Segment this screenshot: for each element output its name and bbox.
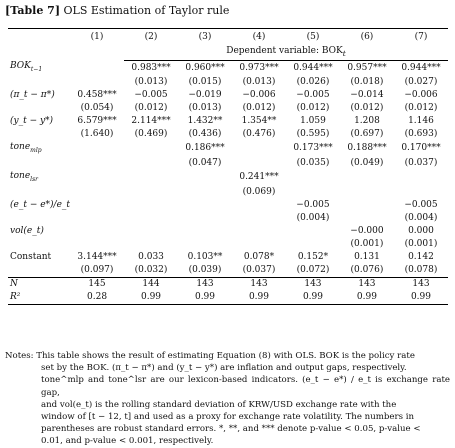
coefficient-cell [178, 225, 232, 238]
statistic-cell: 0.28 [70, 291, 124, 305]
standard-error-cell: (0.012) [350, 103, 384, 114]
row-label-empty [8, 102, 70, 115]
standard-error-cell [124, 186, 178, 199]
statistic-cell: 143 [286, 277, 340, 291]
coefficient-cell: 1.059 [300, 116, 326, 127]
coefficient-row [8, 115, 448, 128]
row-label [8, 170, 70, 186]
coefficient-cell [394, 170, 448, 186]
coefficient-row [8, 170, 448, 186]
coefficient-cell [232, 225, 286, 238]
row-label-text: BOK [10, 61, 31, 72]
row-label-empty [8, 264, 70, 278]
standard-error-cell: (0.015) [188, 77, 222, 88]
statistic-cell: 143 [232, 277, 286, 291]
standard-error-cell: (0.018) [350, 77, 384, 88]
standard-error-cell: (0.012) [134, 103, 168, 114]
coefficient-cell: −0.005 [134, 90, 168, 101]
coefficient-row [8, 141, 448, 157]
statistic-label: R² [8, 291, 70, 305]
coefficient-cell: 1.208 [354, 116, 380, 127]
row-label-text: (y_t − y*) [10, 116, 54, 127]
table-notes [5, 350, 450, 448]
standard-error-cell [124, 212, 178, 225]
coefficient-cell: 0.983*** [131, 62, 171, 73]
coefficient-cell: 1.354** [241, 116, 277, 127]
statistic-cell: 0.99 [394, 291, 448, 305]
coefficient-cell: 2.114*** [131, 116, 171, 127]
table-number: [Table 7] [5, 4, 61, 17]
standard-error-cell [178, 212, 232, 225]
dependent-subscript: t [342, 48, 346, 58]
coefficient-cell: 0.973*** [239, 62, 279, 73]
statistic-cell: 143 [178, 277, 232, 291]
coefficient-cell: 0.186*** [185, 143, 225, 154]
coefficient-cell [70, 199, 124, 212]
row-label-empty [8, 238, 70, 251]
coefficient-cell: 0.944*** [293, 62, 333, 73]
coefficient-cell: 1.432** [187, 116, 223, 127]
statistic-label: N [8, 277, 70, 291]
coefficient-cell [340, 170, 394, 186]
standard-error-row [8, 186, 448, 199]
dependent-variable-label [124, 45, 448, 60]
coefficient-cell: −0.006 [404, 90, 438, 101]
standard-error-row [8, 102, 448, 115]
standard-error-cell [178, 238, 232, 251]
coefficient-cell [70, 60, 124, 76]
column-header: (7) [394, 29, 448, 46]
standard-error-cell [178, 186, 232, 199]
coefficient-cell: 3.144*** [77, 251, 117, 262]
statistic-cell: 0.99 [232, 291, 286, 305]
standard-error-cell [232, 157, 286, 170]
standard-error-cell: (0.078) [404, 264, 438, 275]
standard-error-cell: (0.069) [242, 186, 276, 197]
standard-error-cell: (0.054) [80, 103, 114, 114]
coefficient-cell: 0.103** [187, 251, 223, 262]
coefficient-cell: 0.170*** [401, 143, 441, 154]
standard-error-cell: (0.049) [350, 157, 384, 168]
coefficient-cell: −0.019 [188, 90, 222, 101]
standard-error-cell: (0.436) [188, 129, 222, 140]
coefficient-cell: 0.078* [243, 251, 275, 262]
row-label-empty [8, 157, 70, 170]
column-header: (1) [70, 29, 124, 46]
row-label [8, 115, 70, 128]
coefficient-cell: 0.944*** [401, 62, 441, 73]
coefficient-cell: −0.014 [350, 90, 384, 101]
coefficient-cell [70, 170, 124, 186]
coefficient-cell [124, 225, 178, 238]
standard-error-row [8, 76, 448, 89]
row-label-subscript: mlp [30, 146, 42, 154]
standard-error-cell: (0.013) [242, 77, 276, 88]
coefficient-cell [286, 225, 340, 238]
coefficient-cell: 6.579*** [77, 116, 117, 127]
coefficient-cell [124, 170, 178, 186]
coefficient-cell: 0.152* [297, 251, 329, 262]
standard-error-row [8, 238, 448, 251]
row-label [8, 141, 70, 157]
standard-error-cell: (0.469) [134, 129, 168, 140]
standard-error-cell: (0.012) [242, 103, 276, 114]
dependent-text: Dependent variable: BOK [226, 46, 343, 56]
coefficient-row [8, 199, 448, 212]
statistic-cell: 0.99 [178, 291, 232, 305]
statistic-cell: 143 [340, 277, 394, 291]
coefficient-cell: 0.131 [354, 251, 380, 262]
standard-error-cell: (0.039) [188, 264, 222, 275]
standard-error-cell [70, 157, 124, 170]
coefficient-cell: 1.146 [408, 116, 434, 127]
standard-error-row [8, 264, 448, 278]
dependent-variable-row [8, 45, 448, 60]
table-body [8, 29, 448, 305]
standard-error-cell: (1.640) [80, 129, 114, 140]
notes-line: and vol(e_t) is the rolling standard deviation of KRW/USD exchange rate with the [41, 399, 397, 410]
coefficient-row [8, 251, 448, 264]
column-header: (2) [124, 29, 178, 46]
coefficient-cell: 0.957*** [347, 62, 387, 73]
standard-error-cell: (0.037) [242, 264, 276, 275]
header-stub [8, 29, 70, 46]
standard-error-cell [70, 76, 124, 89]
standard-error-cell: (0.027) [404, 77, 438, 88]
coefficient-cell: 0.188*** [347, 143, 387, 154]
coefficient-cell: −0.005 [404, 199, 438, 210]
table-caption: OLS Estimation of Taylor rule [63, 4, 230, 17]
row-label-subscript: t−1 [30, 66, 43, 74]
standard-error-row [8, 212, 448, 225]
standard-error-cell: (0.072) [296, 264, 330, 275]
standard-error-cell: (0.004) [296, 212, 330, 223]
coefficient-cell: 0.033 [138, 251, 164, 262]
standard-error-cell: (0.697) [350, 129, 384, 140]
column-header: (3) [178, 29, 232, 46]
standard-error-cell [286, 186, 340, 199]
row-label [8, 199, 70, 212]
coefficient-cell: −0.000 [350, 225, 384, 236]
coefficient-row [8, 89, 448, 102]
notes-line: Notes: This table shows the result of estimating Equation (8) with OLS. BOK is the policy rate [5, 351, 415, 361]
coefficient-cell [340, 199, 394, 212]
row-label [8, 251, 70, 264]
row-label-empty [8, 76, 70, 89]
coefficient-cell: −0.006 [242, 90, 276, 101]
standard-error-cell [340, 212, 394, 225]
coefficient-cell [124, 199, 178, 212]
statistic-cell: 0.99 [286, 291, 340, 305]
notes-line: 0.01, and p-value < 0.001, respectively. [41, 436, 214, 447]
standard-error-cell [70, 212, 124, 225]
notes-line: set by the BOK. (π_t − π*) and (y_t − y*) are inflation and output gaps, respectively. [41, 363, 407, 374]
row-label-text: (e_t − e*)/e_t [10, 199, 71, 210]
row-label-empty [8, 212, 70, 225]
row-label-text: tone [10, 170, 31, 181]
standard-error-cell [232, 238, 286, 251]
coefficient-row [8, 60, 448, 76]
standard-error-cell [70, 238, 124, 251]
column-header: (5) [286, 29, 340, 46]
standard-error-row [8, 128, 448, 141]
coefficient-cell [70, 225, 124, 238]
table-title [5, 4, 229, 17]
coefficient-cell [70, 141, 124, 157]
row-label-subscript: lsr [30, 175, 39, 183]
dependent-stub [8, 45, 70, 60]
standard-error-cell: (0.001) [404, 238, 438, 249]
column-header: (4) [232, 29, 286, 46]
coefficient-cell: 0.173*** [293, 143, 333, 154]
standard-error-cell [286, 238, 340, 251]
column-header-row [8, 29, 448, 46]
standard-error-cell: (0.097) [80, 264, 114, 275]
notes-line: window of [t − 12, t] and used as a proxy for exchange rate volatility. The numbers in [41, 412, 414, 423]
row-label-empty [8, 186, 70, 199]
standard-error-cell: (0.013) [188, 103, 222, 114]
statistic-cell: 144 [124, 277, 178, 291]
coefficient-cell: 0.960*** [185, 62, 225, 73]
row-label-text: vol(e_t) [10, 225, 44, 236]
row-label [8, 225, 70, 238]
standard-error-cell: (0.026) [296, 77, 330, 88]
standard-error-row [8, 157, 448, 170]
coefficient-cell [286, 170, 340, 186]
row-label [8, 60, 70, 76]
standard-error-cell: (0.047) [188, 157, 222, 168]
row-label-text: (π_t − π*) [10, 90, 55, 101]
coefficient-cell: 0.000 [408, 225, 434, 236]
coefficient-cell: 0.241*** [239, 172, 279, 183]
coefficient-cell [178, 199, 232, 212]
standard-error-cell: (0.012) [404, 103, 438, 114]
statistic-cell: 0.99 [124, 291, 178, 305]
coefficient-row [8, 225, 448, 238]
standard-error-cell [124, 157, 178, 170]
standard-error-cell: (0.012) [296, 103, 330, 114]
standard-error-cell: (0.032) [134, 264, 168, 275]
statistic-cell: 145 [70, 277, 124, 291]
coefficient-cell: −0.005 [296, 199, 330, 210]
standard-error-cell: (0.004) [404, 212, 438, 223]
dependent-stub [70, 45, 124, 60]
standard-error-cell: (0.013) [134, 77, 168, 88]
regression-table [8, 28, 448, 305]
statistic-cell: 0.99 [340, 291, 394, 305]
row-label [8, 89, 70, 102]
standard-error-cell [340, 186, 394, 199]
column-header: (6) [340, 29, 394, 46]
standard-error-cell: (0.595) [296, 129, 330, 140]
standard-error-cell: (0.035) [296, 157, 330, 168]
notes-line: tone^mlp and tone^lsr are our lexicon-based indicators. (e_t − e*) / e_t is exchange rate gap, [41, 375, 450, 398]
coefficient-cell [178, 170, 232, 186]
standard-error-cell: (0.476) [242, 129, 276, 140]
standard-error-cell [394, 186, 448, 199]
standard-error-cell [124, 238, 178, 251]
standard-error-cell: (0.001) [350, 238, 384, 249]
coefficient-cell [232, 199, 286, 212]
notes-line: parentheses are robust standard errors. *, **, and *** denote p-value < 0.05, p-value < [41, 424, 421, 435]
row-label-empty [8, 128, 70, 141]
standard-error-cell: (0.693) [404, 129, 438, 140]
coefficient-cell: 0.458*** [77, 90, 117, 101]
standard-error-cell: (0.076) [350, 264, 384, 275]
statistic-cell: 143 [394, 277, 448, 291]
row-label-text: tone [10, 142, 31, 153]
standard-error-cell [232, 212, 286, 225]
statistic-row [8, 277, 448, 291]
coefficient-cell [124, 141, 178, 157]
standard-error-cell: (0.037) [404, 157, 438, 168]
statistic-row [8, 291, 448, 305]
coefficient-cell: −0.005 [296, 90, 330, 101]
coefficient-cell [232, 141, 286, 157]
coefficient-cell: 0.142 [408, 251, 434, 262]
row-label-text: Constant [10, 251, 52, 262]
standard-error-cell [70, 186, 124, 199]
